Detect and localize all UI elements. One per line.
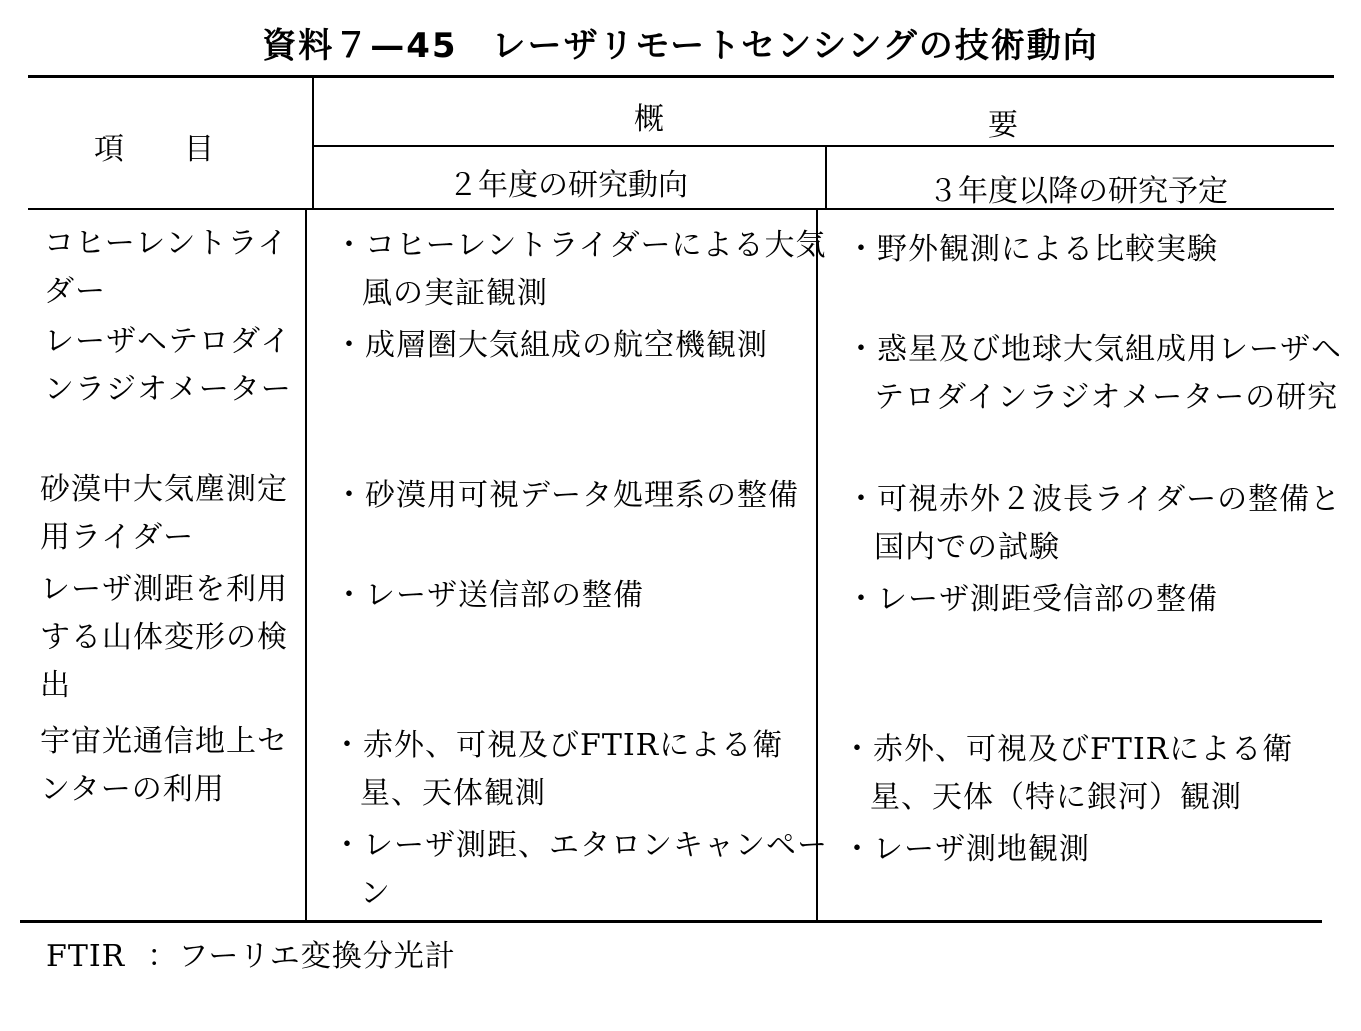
table-bottom-rule — [20, 920, 1322, 923]
row-2-fy3-1: ・惑星及び地球大気組成用レーザヘテロダインラジオメーターの研究 — [846, 332, 1342, 415]
title-text: レーザリモートセンシングの技術動向 — [491, 26, 1099, 66]
row-2-fy2-1: ・成層圏大気組成の航空機観測 — [334, 328, 768, 363]
title-number: 資料７—45 — [262, 26, 458, 66]
page-title — [0, 18, 1361, 67]
row-1-fy3-1: ・野外観測による比較実験 — [846, 232, 1218, 267]
header-overview-left: 概 — [634, 102, 664, 137]
header-item: 項 目 — [94, 132, 214, 167]
row-5-fy2-1: ・赤外、可視及びFTIRによる衛星、天体観測 — [332, 728, 784, 811]
row-3-fy2-1: ・砂漠用可視データ処理系の整備 — [334, 478, 799, 513]
row-5-fy3-1: ・赤外、可視及びFTIRによる衛星、天体（特に銀河）観測 — [842, 732, 1294, 815]
item-column-divider — [312, 75, 314, 210]
fy-column-divider — [825, 145, 827, 210]
row-4-fy3-1: ・レーザ測距受信部の整備 — [846, 582, 1218, 617]
footnote-definition: ：フーリエ変換分光計 — [147, 939, 456, 974]
table-top-rule — [28, 75, 1334, 78]
row-5-item: 宇宙光通信地上センターの利用 — [40, 724, 288, 807]
row-1-fy2-1: ・コヒーレントライダーによる大気風の実証観測 — [334, 228, 827, 311]
row-2-item: レーザヘテロダインラジオメーター — [44, 324, 292, 407]
row-5-fy3-2: ・レーザ測地観測 — [842, 832, 1090, 867]
header-mid-rule — [314, 145, 1334, 147]
header-overview-right: 要 — [988, 108, 1018, 143]
header-fy2: ２年度の研究動向 — [448, 168, 688, 203]
row-1-item: コヒーレントライダー — [44, 226, 289, 309]
item-column-divider-body — [305, 208, 307, 922]
row-5-fy2-2: ・レーザ測距、エタロンキャンペーン — [332, 828, 828, 911]
row-4-fy2-1: ・レーザ送信部の整備 — [334, 578, 644, 613]
footnote-abbr: FTIR — [46, 939, 126, 974]
footnote — [46, 933, 456, 981]
row-3-fy3-1: ・可視赤外２波長ライダーの整備と国内での試験 — [846, 482, 1342, 565]
header-fy3: ３年度以降の研究予定 — [928, 174, 1228, 209]
row-4-item: レーザ測距を利用する山体変形の検出 — [40, 572, 288, 703]
row-3-item: 砂漠中大気塵測定用ライダー — [40, 472, 288, 555]
